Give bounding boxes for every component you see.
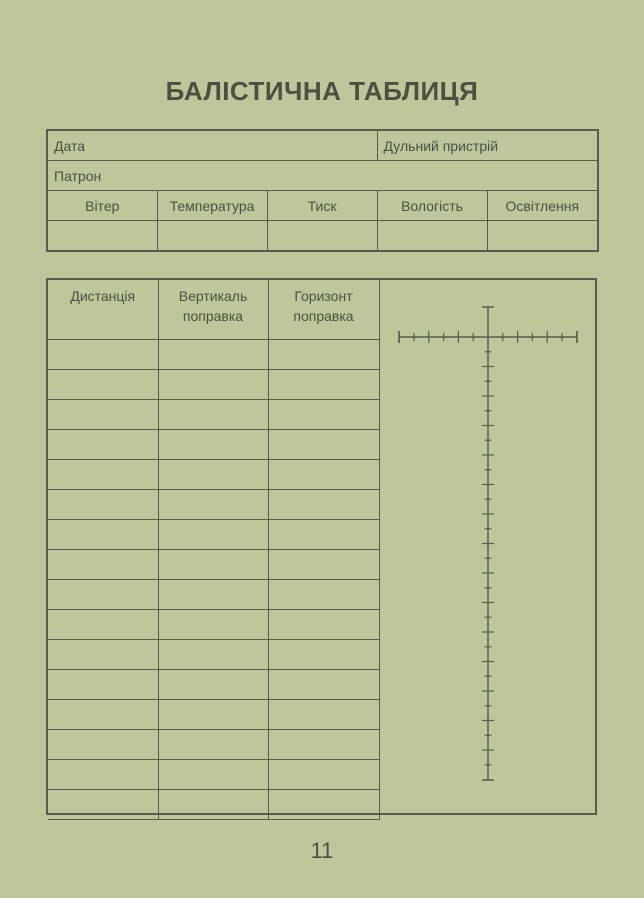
table-row — [48, 669, 379, 699]
horizontal-correction-cell[interactable] — [268, 429, 379, 459]
distance-cell[interactable] — [48, 339, 158, 369]
date-field[interactable] — [47, 130, 377, 161]
horizontal-correction-cell[interactable] — [268, 369, 379, 399]
vertical-correction-cell[interactable] — [158, 549, 268, 579]
vertical-correction-header-label: Вертикаль поправка — [178, 288, 248, 324]
distance-cell[interactable] — [48, 429, 158, 459]
vertical-correction-cell[interactable] — [158, 609, 268, 639]
table-row — [48, 399, 379, 429]
vertical-correction-cell[interactable] — [158, 639, 268, 669]
vertical-correction-cell[interactable] — [158, 369, 268, 399]
table-row — [48, 489, 379, 519]
table-row — [48, 729, 379, 759]
horizontal-correction-cell[interactable] — [268, 639, 379, 669]
vertical-correction-cell[interactable] — [158, 489, 268, 519]
vertical-correction-cell[interactable] — [158, 519, 268, 549]
cartridge-field[interactable] — [47, 161, 598, 191]
table-row — [48, 519, 379, 549]
lighting-value-cell[interactable] — [487, 221, 598, 252]
pressure-header: Тиск — [267, 191, 377, 221]
vertical-correction-cell[interactable] — [158, 759, 268, 789]
horizontal-correction-cell[interactable] — [268, 549, 379, 579]
distance-cell[interactable] — [48, 669, 158, 699]
lighting-header: Освітлення — [487, 191, 598, 221]
horizontal-correction-cell[interactable] — [268, 669, 379, 699]
distance-cell[interactable] — [48, 699, 158, 729]
distance-cell[interactable] — [48, 579, 158, 609]
distance-cell[interactable] — [48, 639, 158, 669]
horizontal-correction-cell[interactable] — [268, 459, 379, 489]
cartridge-label: Патрон — [54, 167, 102, 184]
vertical-correction-cell[interactable] — [158, 579, 268, 609]
horizontal-correction-cell[interactable] — [268, 579, 379, 609]
humidity-value-cell[interactable] — [377, 221, 487, 252]
vertical-correction-header — [158, 280, 268, 339]
vertical-correction-cell[interactable] — [158, 669, 268, 699]
humidity-header: Вологість — [377, 191, 487, 221]
conditions-table — [46, 129, 599, 252]
page-title: БАЛІСТИЧНА ТАБЛИЦЯ — [165, 76, 479, 106]
vertical-correction-cell[interactable] — [158, 399, 268, 429]
vertical-correction-cell[interactable] — [158, 459, 268, 489]
distance-cell[interactable] — [48, 789, 158, 819]
horizontal-correction-cell[interactable] — [268, 759, 379, 789]
horizontal-correction-cell[interactable] — [268, 489, 379, 519]
vertical-correction-cell[interactable] — [158, 339, 268, 369]
table-row — [48, 609, 379, 639]
table-row — [48, 579, 379, 609]
table-row — [48, 369, 379, 399]
distance-cell[interactable] — [48, 489, 158, 519]
distance-cell[interactable] — [48, 759, 158, 789]
distance-cell[interactable] — [48, 399, 158, 429]
horizontal-correction-cell[interactable] — [268, 609, 379, 639]
distance-cell[interactable] — [48, 369, 158, 399]
table-row — [48, 759, 379, 789]
horizontal-correction-cell[interactable] — [268, 339, 379, 369]
corrections-table — [48, 280, 380, 820]
table-row — [48, 549, 379, 579]
horizontal-correction-header-label: Горизонт поправка — [293, 288, 354, 324]
vertical-correction-cell[interactable] — [158, 729, 268, 759]
muzzle-device-label: Дульний пристрій — [383, 137, 499, 154]
table-row — [48, 459, 379, 489]
wind-value-cell[interactable] — [47, 221, 157, 252]
horizontal-correction-cell[interactable] — [268, 399, 379, 429]
mil-dot-reticle-icon — [379, 280, 597, 813]
horizontal-correction-cell[interactable] — [268, 729, 379, 759]
ballistic-table-panel — [46, 278, 597, 815]
table-row — [48, 429, 379, 459]
distance-header-label: Дистанція — [70, 288, 136, 304]
table-row — [48, 639, 379, 669]
horizontal-correction-header — [268, 280, 379, 339]
table-row — [48, 339, 379, 369]
date-label: Дата — [54, 137, 86, 154]
temperature-header: Температура — [157, 191, 267, 221]
distance-cell[interactable] — [48, 459, 158, 489]
page-number: 11 — [310, 838, 334, 863]
distance-cell[interactable] — [48, 609, 158, 639]
table-row — [48, 789, 379, 819]
horizontal-correction-cell[interactable] — [268, 519, 379, 549]
wind-header: Вітер — [47, 191, 157, 221]
table-row — [48, 699, 379, 729]
distance-header — [48, 280, 158, 339]
distance-cell[interactable] — [48, 519, 158, 549]
vertical-correction-cell[interactable] — [158, 699, 268, 729]
pressure-value-cell[interactable] — [267, 221, 377, 252]
temperature-value-cell[interactable] — [157, 221, 267, 252]
distance-cell[interactable] — [48, 729, 158, 759]
vertical-correction-cell[interactable] — [158, 429, 268, 459]
distance-cell[interactable] — [48, 549, 158, 579]
muzzle-device-field[interactable] — [377, 130, 598, 161]
horizontal-correction-cell[interactable] — [268, 789, 379, 819]
vertical-correction-cell[interactable] — [158, 789, 268, 819]
horizontal-correction-cell[interactable] — [268, 699, 379, 729]
